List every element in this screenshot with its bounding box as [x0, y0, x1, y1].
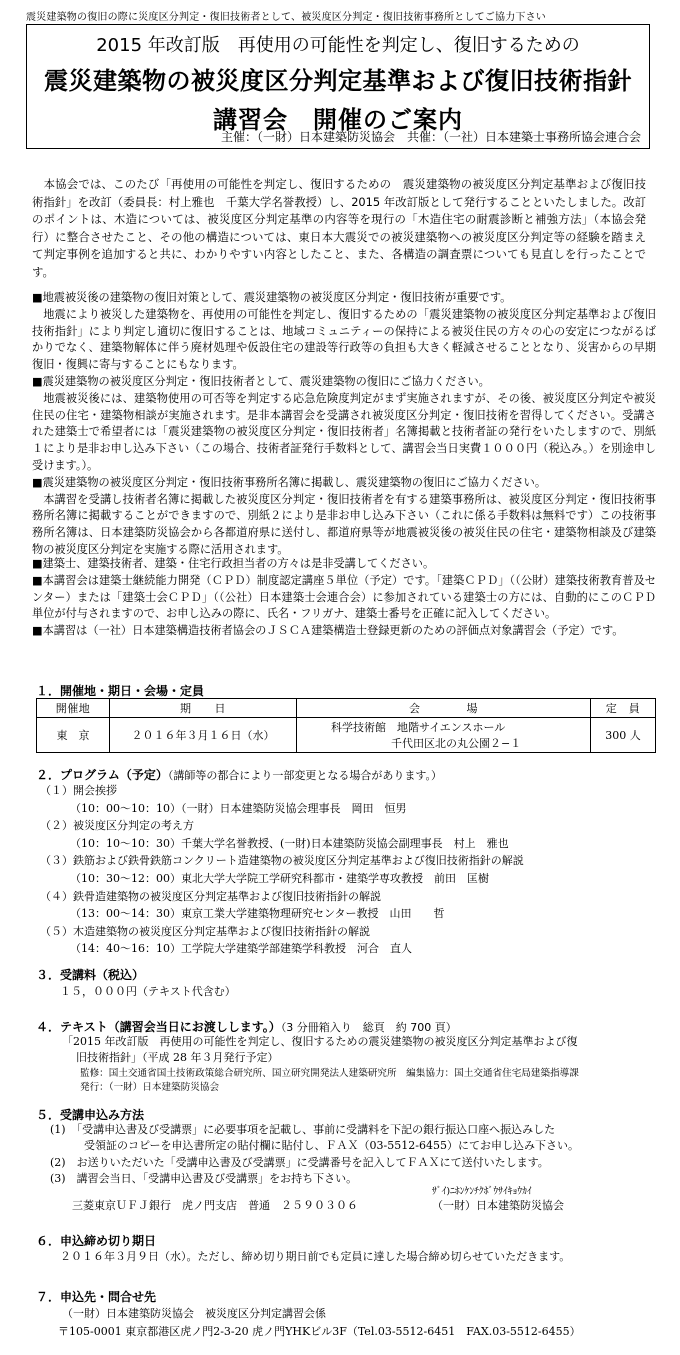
block1-p2: 地震により被災した建築物を、再使用の可能性を判定し、復旧するための「震災建築物の被災度区分判定基準および復旧技術指針」により判定し適切に復旧することは、地域コミュニティーの保持による被災住民の方々の心の安定につながるばかりでなく、建築物解体に伴う廃材処理や仮設住宅の建設等行政等の負担も大きく軽減させることとなり、災害からの早期復旧・復興に寄与することにもなります。 — [32, 307, 656, 372]
block2-p2: ■本講習会は建築士継続能力開発（ＣＰＤ）制度認定講座５単位（予定）です。「建築ＣＰＤ」（（公財）建築技術教育普及センター）または「建築士会ＣＰＤ」（（公社）日本建築士会連合会）に参加されている建築士の方には、自動的にこのＣＰＤ単位が付与されますので、お申し込みの際に、氏名・フリガナ、建築士番号を正確に記入してください。 — [32, 573, 656, 621]
venue-date: ２０１６年３月１６日（水） — [110, 718, 297, 753]
program-list — [40, 782, 650, 958]
venue-capacity: 300 人 — [591, 718, 656, 753]
col-place: 開催地 — [37, 699, 110, 718]
block1-p6: 本講習を受講し技術者名簿に掲載した被災度区分判定・復旧技術者を有する建築事務所は、被災度区分判定・復旧技術事務所名簿に掲載することができますので、別紙２により是非お申し込み下さい（これに係る手数料は無料です）この技術事務所名簿は、日本建築防災協会から各都道府県に送付し、都道府県等が地震被災後の被災住民の住宅・建築物相談及び建築物の被災度区分判定を実施する際に活用されます。 — [32, 492, 656, 556]
block1-p3: ■震災建築物の被災度区分判定・復旧技術者として、震災建築物の復旧にご協力ください。 — [32, 374, 490, 388]
sec7-heading: ７．申込先・問合せ先 — [36, 1290, 157, 1304]
col-venue: 会 場 — [297, 699, 591, 718]
sec4-note: （3 分冊箱入り 総頁 約 700 頁） — [280, 1021, 457, 1034]
venue-address: 千代田区北の丸公園２−１ — [391, 737, 522, 750]
sec4-title: ４．テキスト（講習会当日にお渡しします。） — [36, 1020, 281, 1034]
contact-org: （一財）日本建築防災協会 被災度区分判定講習会係 — [62, 1307, 326, 1320]
sec1-heading: １．開催地・期日・会場・定員 — [36, 684, 205, 698]
sec4-heading — [36, 1018, 457, 1035]
contact-address: 〒105-0001 東京都港区虎ノ門2-3-20 虎ノ門YHKビル3F（Tel.03-5512-6451 FAX.03-5512-6455） — [58, 1325, 581, 1338]
sec2-note: （講師等の都合により一部変更となる場合があります。） — [167, 769, 443, 782]
venue-header-row — [37, 699, 656, 718]
venue-table — [36, 698, 656, 753]
col-date: 期 日 — [110, 699, 297, 718]
program-item-title: （１）開会挨拶 — [40, 784, 117, 797]
sec6-heading: ６．申込締め切り期日 — [36, 1234, 157, 1248]
sec2-heading — [36, 766, 442, 783]
text-publisher: 発行：（一財）日本建築防災協会 — [80, 1082, 220, 1093]
program-item-detail: （10：00〜10：10）（一財）日本建築防災協会理事長 岡田 恒男 — [70, 801, 407, 815]
program-item-title: （２）被災度区分判定の考え方 — [40, 819, 194, 833]
apply-step-3: (3) 講習会当日、「受講申込書及び受講票」をお持ち下さい。 — [50, 1172, 358, 1185]
block2-p1: ■建築士、建築技術者、建築・住宅行政担当者の方々は是非受講してください。 — [32, 557, 435, 570]
bank-account: 三菱東京ＵＦＪ銀行 虎ノ門支店 普通 ２５９０３０６ — [72, 1199, 358, 1212]
title-line-2: 震災建築物の被災度区分判定基準および復旧技術指針 — [44, 67, 632, 95]
block-recovery — [32, 290, 656, 559]
program-item-title: （３）鉄筋および鉄骨鉄筋コンクリート造建築物の被災度区分判定基準および復旧技術指針の解説 — [40, 854, 524, 868]
col-capacity: 定 員 — [591, 699, 656, 718]
text-title-line-1: 「2015 年改訂版 再使用の可能性を判定し、復旧するための震災建築物の被災度区分判定基準および復 — [62, 1035, 578, 1048]
apply-step-1a: (1) 「受講申込書及び受講票」に必要事項を記載し、事前に受講料を下記の銀行振込口座へ振込みした — [50, 1123, 556, 1136]
program-item-detail: （14：40〜16：10）工学院大学建築学部建築学科教授 河合 直人 — [70, 942, 412, 956]
deadline-text: ２０１６年３月９日（水）。ただし、締め切り期日前でも定員に達した場合締め切らせていただきます。 — [60, 1250, 571, 1263]
text-title-line-2: 旧技術指針」（平成 28 年３月発行予定） — [76, 1051, 279, 1064]
title-box — [26, 24, 650, 149]
program-item-detail: （10：30〜12：00）東北大学大学院工学研究科都市・建築学専攻教授 前田 匡樹 — [70, 871, 489, 885]
intro-paragraph: 本協会では、このたび「再使用の可能性を判定し、復旧するための 震災建築物の被災度区分判定基準および復旧技術指針」を改訂（委員長：村上雅也 千葉大学名誉教授）し、2015 年改訂版として発行することといたしました。改訂のポイントは、木造については、被災度区分判定基準の内容等を現行の「木造住宅の耐震診断と補強方法」（本協会発行）に整合させたこと、その他の構造については、東日本大震災での被災建築物への被災度区分判定等の経験を踏まえて判定事例を追加すると共に、わかりやすい内容としたこと、また、各構造の調査票についても見直しを行ったことです。 — [32, 177, 646, 279]
venue-place: 東 京 — [37, 718, 110, 753]
block1-p1: ■地震被災後の建築物の復旧対策として、震災建築物の被災度区分判定・復旧技術が重要です。 — [32, 291, 512, 304]
venue-name: 科学技術館 地階サイエンスホール — [331, 721, 506, 734]
top-note: 震災建築物の復旧の際に災度区分判定・復旧技術者として、被災度区分判定・復旧技術事務所としてご協力下さい — [26, 12, 546, 23]
block1-p5: ■震災建築物の被災度区分判定・復旧技術事務所名簿に掲載し、震災建築物の復旧にご協力ください。 — [32, 475, 547, 489]
block-audience — [32, 556, 656, 640]
sec5-heading: ５．受講申込み方法 — [36, 1108, 145, 1122]
title-line-1: 2015 年改訂版 再使用の可能性を判定し、復旧するための — [96, 35, 580, 56]
program-item-detail: （13：00〜14：30）東京工業大学建築物理研究センター教授 山田 哲 — [70, 907, 445, 921]
program-item-title: （５）木造建築物の被災度区分判定基準および復旧技術指針の解説 — [40, 924, 370, 938]
sec2-title: ２．プログラム（予定） — [36, 768, 168, 782]
text-supervise: 監修：国土交通省国土技術政策総合研究所、国立研究開発法人建築研究所 編集協力：国土交通省住宅局建築指導課 — [80, 1068, 579, 1079]
title-line-3: 講習会 開催のご案内 — [213, 106, 463, 134]
apply-step-2: (2) お送りいただいた「受講申込書及び受講票」に受講番号を記入してＦＡＸにて送付いたします。 — [50, 1156, 549, 1169]
account-holder: （一財）日本建築防災協会 — [432, 1199, 564, 1212]
block1-p4: 地震被災後には、建築物使用の可否等を判定する応急危険度判定がまず実施されますが、その後、被災度区分判定や被災住民の住宅・建築物相談が実施されます。是非本講習会を受講され被災度区分判定・復旧技術を習得してください。受講された建築士で希望者には「震災建築物の被災度区分判定・復旧技術者」名簿掲載と技術者証の発行をいたしますので、別紙１により是非お申し込み下さい（この場合、技術者証発行手数料として、講習会当日実費１０００円（税込み。）を別途申し受けます。）。 — [32, 391, 656, 472]
venue-name-cell — [297, 718, 591, 753]
program-item-title: （４）鉄骨造建築物の被災度区分判定基準および復旧技術指針の解説 — [40, 889, 381, 903]
fee: １５，０００円（テキスト代含む） — [60, 985, 236, 998]
apply-step-1b: 受領証のコピーを申込書所定の貼付欄に貼付し、ＦＡＸ（03-5512-6455）にてお申し込み下さい。 — [84, 1139, 579, 1152]
account-kana: ｻﾞｲ)ﾆﾎﾝｹﾝﾁｸﾎﾞｳｻｲｷｮｳｶｲ — [432, 1186, 532, 1197]
venue-row — [37, 718, 656, 753]
sec3-heading: ３．受講料（税込） — [36, 968, 145, 982]
organizer: 主催：（一財）日本建築防災協会 共催：（一社）日本建築士事務所協会連合会 — [220, 130, 641, 144]
program-item-detail: （10：10〜10：30）千葉大学名誉教授、(一財)日本建築防災協会副理事長 村上 雅也 — [70, 836, 509, 850]
block2-p3: ■本講習は（一社）日本建築構造技術者協会のＪＳＣＡ建築構造士登録更新のための評価点対象講習会（予定）です。 — [32, 624, 624, 638]
